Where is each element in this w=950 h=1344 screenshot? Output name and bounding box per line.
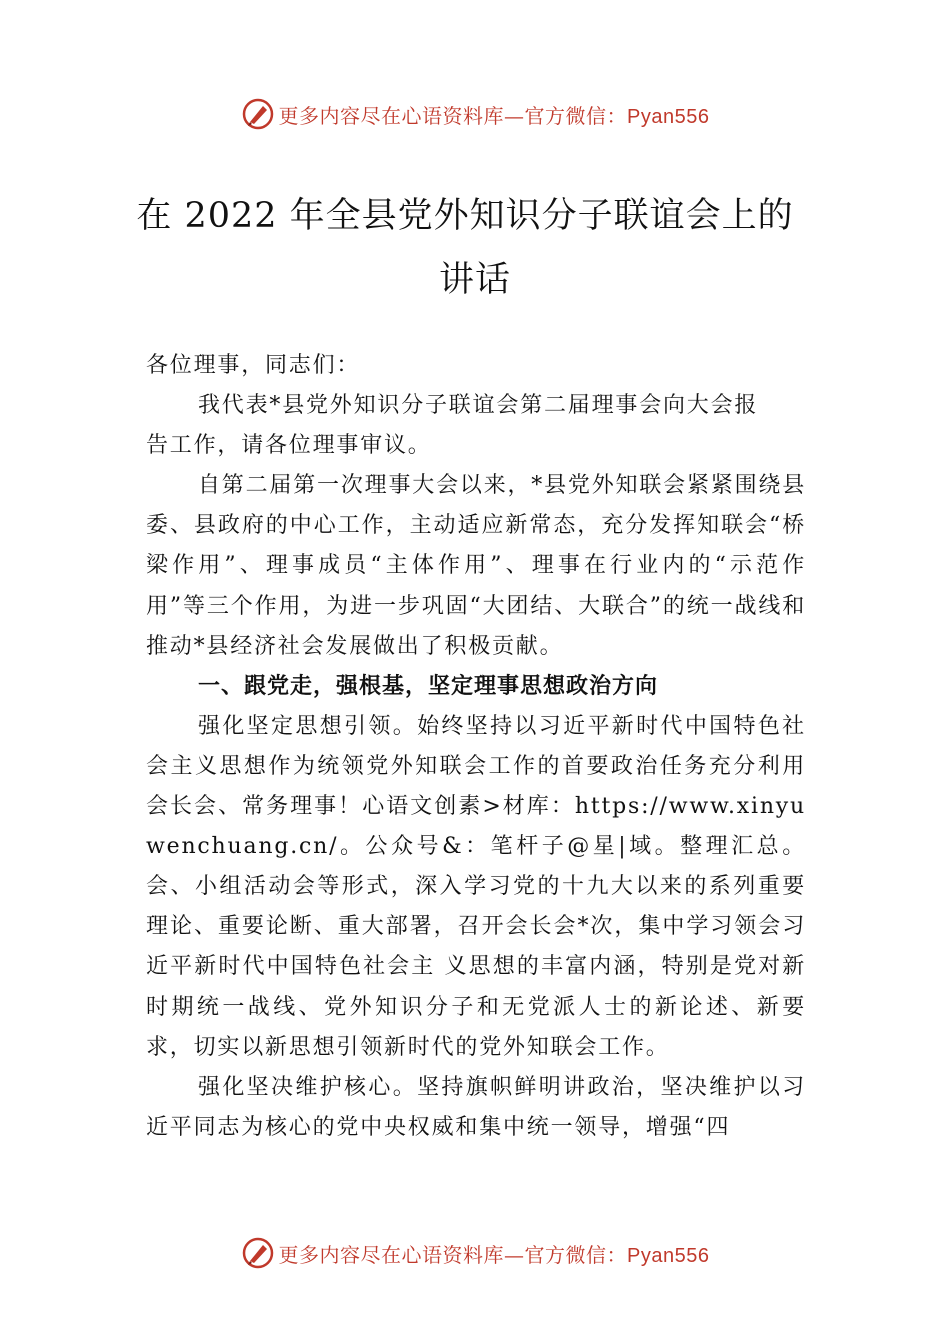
- document-title-line2: 讲话: [438, 260, 511, 300]
- pen-nib-logo: [241, 1236, 275, 1270]
- wechat-id: Pyan556: [627, 105, 710, 128]
- document-body: [146, 346, 806, 1148]
- paragraph-1-line-2: 告工作，请各位理事审议。: [146, 433, 432, 459]
- footer-banner: [0, 1233, 950, 1273]
- banner-text: 更多内容尽在心语资料库—官方微信：Pyan556: [278, 1242, 710, 1267]
- paragraph-4: 强化坚决维护核心。坚持旗帜鲜明讲政治，坚决维护以习近平同志为核心的党中央权威和集中统一领导，增强“四: [146, 1074, 806, 1140]
- paragraph-3: 强化坚定思想引领。始终坚持以习近平新时代中国特色社会主义思想作为统领党外知联会工作的首要政治任务充分利用会长会、常务理事！心语文创素>材库：https://www.xinyuwenchuang.cn/。公众号&：笔杆子@星|域。整理汇总。会、小组活动会等形式，深入学习党的十九大以来的系列重要理论、重要论断、重大部署，召开会长会*次，集中学习领会习近平新时代中国特色社会主 义思想的丰富内涵，特别是党对新时期统一战线、党外知识分子和无党派人士的新论述、新要求，切实以新思想引领新时代的党外知联会工作。: [146, 713, 806, 1060]
- paragraph-2: 自第二届第一次理事大会以来，*县党外知联会紧紧围绕县委、县政府的中心工作，主动适应新常态，充分发挥知联会“桥梁作用”、理事成员“主体作用”、理事在行业内的“示范作用”等三个作用，为进一步巩固“大团结、大联合”的统一战线和推动*县经济社会发展做出了积极贡献。: [146, 473, 806, 659]
- pen-nib-logo: [241, 97, 275, 131]
- banner-text: 更多内容尽在心语资料库—官方微信：Pyan556: [278, 103, 710, 128]
- wechat-id: Pyan556: [627, 1244, 710, 1267]
- salutation: 各位理事，同志们：: [146, 353, 361, 378]
- document-title-line1: 在 2022 年全县党外知识分子联谊会上的: [136, 196, 794, 236]
- header-banner: [0, 94, 950, 134]
- section-heading-1: 一、跟党走，强根基，坚定理事思想政治方向: [198, 673, 659, 699]
- paragraph-1-line-1: 我代表*县党外知识分子联谊会第二届理事会向大会报: [198, 393, 759, 419]
